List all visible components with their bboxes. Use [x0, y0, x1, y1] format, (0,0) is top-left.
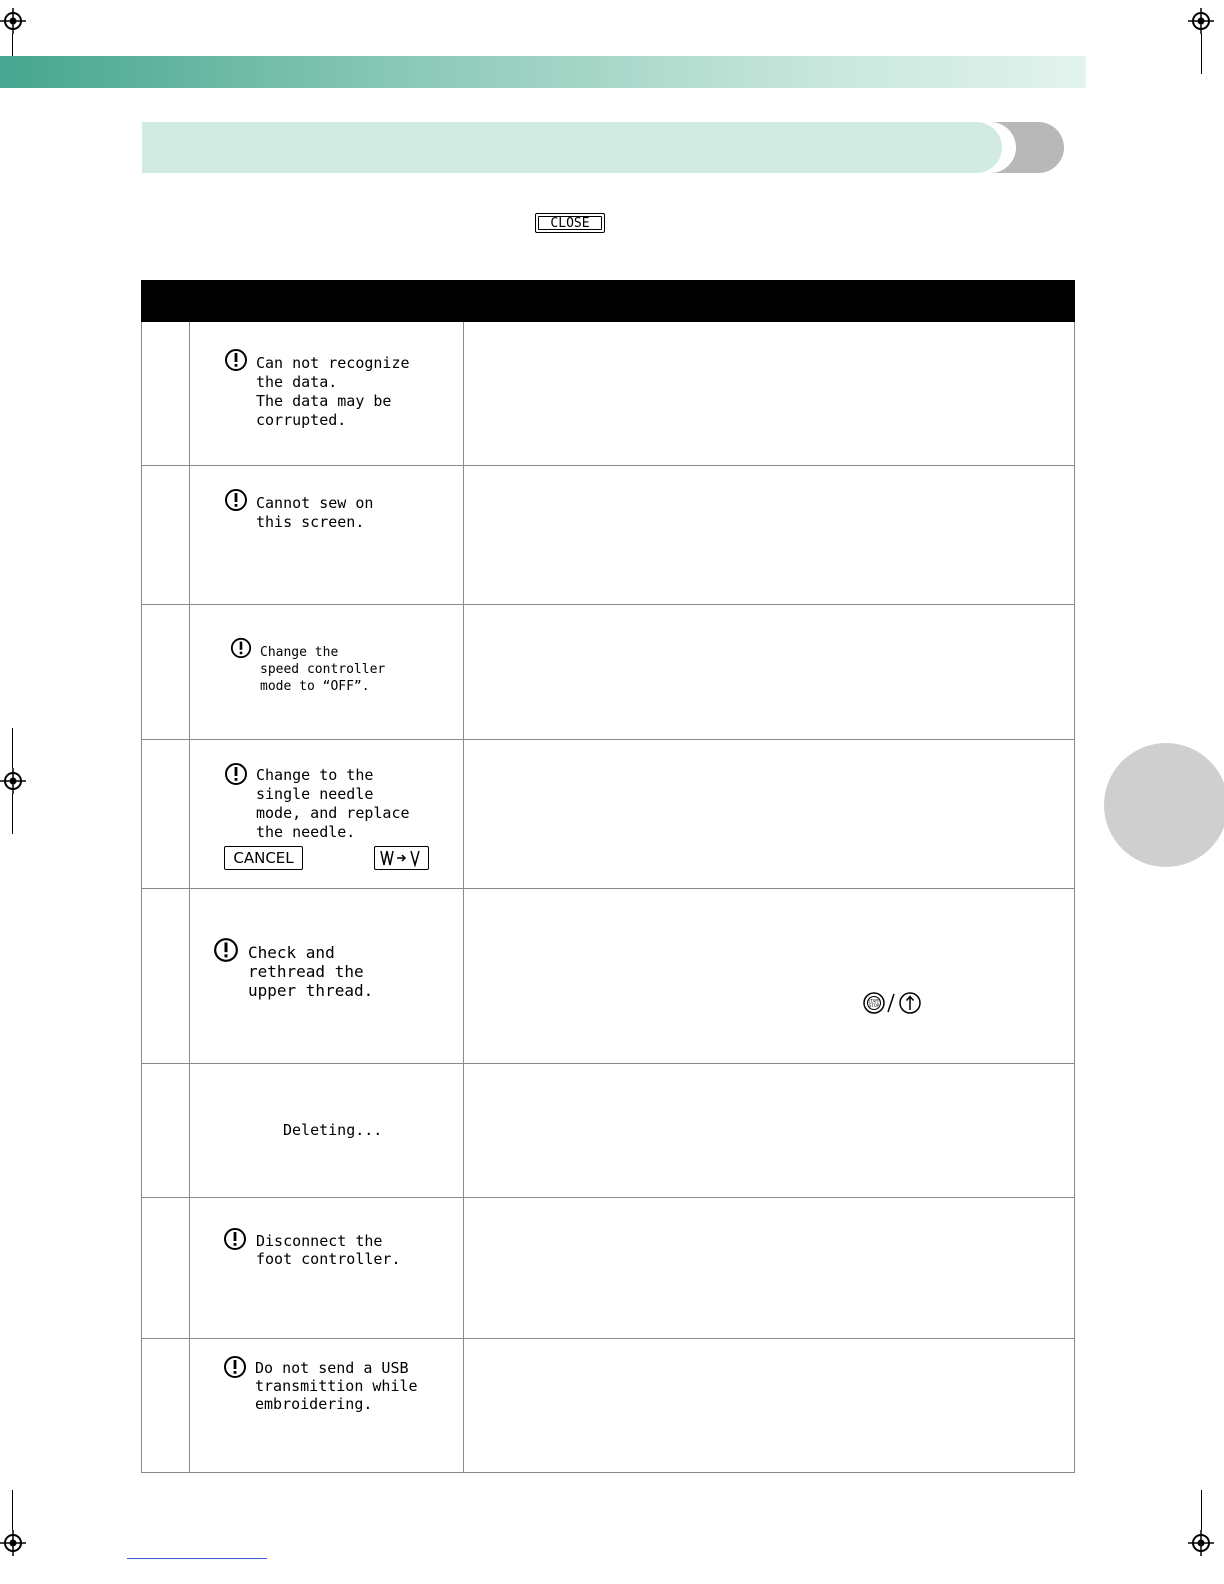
message-line: single needle — [256, 785, 374, 803]
description-cell — [464, 740, 1075, 889]
row-number-cell — [142, 1198, 190, 1339]
table-row — [142, 1339, 1075, 1473]
warning-icon — [223, 1355, 247, 1379]
table-row — [142, 1064, 1075, 1198]
description-cell — [464, 1064, 1075, 1198]
message-cell — [190, 466, 464, 605]
registration-mark-mid-left — [0, 768, 26, 794]
table-row — [142, 322, 1075, 466]
chapter-side-tab — [1104, 743, 1224, 867]
registration-mark-bottom-right — [1188, 1530, 1214, 1556]
row-number-cell — [142, 889, 190, 1064]
footer-link-underline — [127, 1558, 267, 1559]
warning-icon — [224, 488, 248, 512]
table-row — [142, 466, 1075, 605]
row-number-cell — [142, 740, 190, 889]
message-line: corrupted. — [256, 411, 347, 429]
table-header-cell — [464, 281, 1075, 322]
message-cell — [190, 605, 464, 740]
warning-icon — [224, 762, 248, 786]
message-line: Cannot sew on — [256, 494, 374, 512]
registration-mark-top-left — [0, 8, 26, 34]
row-number-cell — [142, 1064, 190, 1198]
message-line: mode, and replace — [256, 804, 410, 822]
row-number-cell — [142, 605, 190, 740]
crop-line — [12, 1490, 13, 1530]
twin-to-single-needle-icon — [378, 849, 426, 867]
table-header-row — [142, 281, 1075, 322]
description-cell — [464, 889, 1075, 1064]
message-cell — [190, 740, 464, 889]
row-number-cell — [142, 322, 190, 466]
table-row — [142, 889, 1075, 1064]
crop-line — [1201, 1490, 1202, 1530]
message-line: foot controller. — [256, 1250, 401, 1268]
message-line: Do not send a USB — [255, 1359, 409, 1377]
warning-icon — [224, 348, 248, 372]
crop-line — [1201, 34, 1202, 74]
message-line: Deleting... — [283, 1121, 383, 1139]
description-cell — [464, 466, 1075, 605]
message-line: The data may be — [256, 392, 392, 410]
start-stop-needle-icons — [862, 990, 924, 1016]
registration-mark-top-right — [1188, 8, 1214, 34]
warning-icon — [213, 937, 239, 963]
close-button[interactable] — [535, 213, 605, 233]
table-row — [142, 605, 1075, 740]
section-title-bar — [142, 122, 1002, 173]
message-line: the data. — [256, 373, 338, 391]
description-cell — [464, 322, 1075, 466]
row-number-cell — [142, 1339, 190, 1473]
warning-icon — [230, 637, 252, 659]
message-line: embroidering. — [255, 1395, 373, 1413]
message-line: speed controller — [260, 662, 386, 677]
message-cell — [190, 889, 464, 1064]
message-cell — [190, 1198, 464, 1339]
error-message-table — [141, 280, 1075, 1473]
table-header-cell — [190, 281, 464, 322]
cancel-button-label: CANCEL — [233, 848, 294, 867]
description-cell — [464, 1198, 1075, 1339]
message-line: Change the — [260, 645, 339, 660]
crop-line — [12, 728, 13, 768]
crop-line — [12, 794, 13, 834]
message-line: transmittion while — [255, 1377, 418, 1395]
message-line: the needle. — [256, 823, 356, 841]
table-row — [142, 1198, 1075, 1339]
svg-text:STOP: STOP — [868, 1003, 880, 1008]
message-line: this screen. — [256, 513, 365, 531]
message-line: mode to “OFF”. — [260, 679, 370, 694]
start-stop-button-icon — [864, 993, 884, 1013]
table-row — [142, 740, 1075, 889]
message-line: Change to the — [256, 766, 374, 784]
registration-mark-bottom-left — [0, 1530, 26, 1556]
cancel-button[interactable] — [224, 846, 303, 870]
message-line: Can not recognize — [256, 354, 410, 372]
message-line: Check and — [248, 943, 335, 962]
svg-text:START: START — [867, 998, 881, 1004]
table-header-cell — [142, 281, 190, 322]
needle-mode-button[interactable] — [374, 846, 429, 870]
row-number-cell — [142, 466, 190, 605]
close-button-label: CLOSE — [550, 215, 590, 231]
message-line: rethread the — [248, 962, 364, 981]
message-line: upper thread. — [248, 981, 374, 1000]
message-cell — [190, 1064, 464, 1198]
description-cell — [464, 605, 1075, 740]
header-gradient-band — [0, 56, 1086, 88]
description-cell — [464, 1339, 1075, 1473]
message-line: Disconnect the — [256, 1232, 383, 1250]
warning-icon — [223, 1227, 247, 1251]
needle-position-button-icon — [900, 993, 920, 1013]
message-cell — [190, 322, 464, 466]
message-cell — [190, 1339, 464, 1473]
